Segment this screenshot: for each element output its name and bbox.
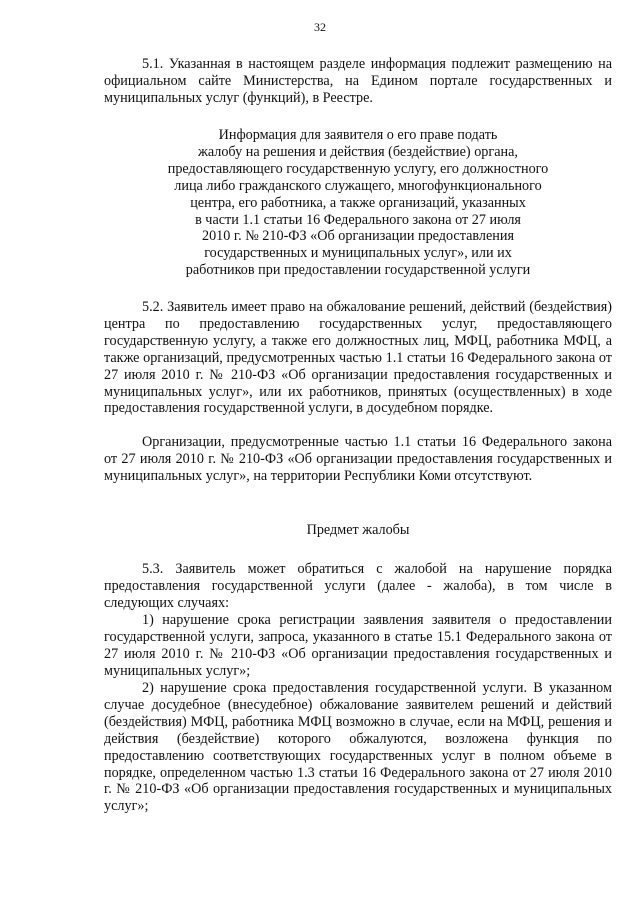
heading-line: в части 1.1 статьи 16 Федерального закона от 27 июля <box>195 211 521 228</box>
heading-line: 2010 г. № 210-ФЗ «Об организации предоставления <box>201 228 515 245</box>
paragraph-5-2: 5.2. Заявитель имеет право на обжалование решений, действий (бездействия) центра по предоставлению государственных услуг, предоставляющего государственную услугу, а также его должностных лиц, МФЦ, работника МФЦ, а также организаций, предусмотренных частью 1.1 статьи 16 Федерального закона от 27 июля 2010 г. № 210-ФЗ «Об организации предоставления государственных и муниципальных услуг», или их работников, принятых (осуществленных) в ходе предоставления государственной услуги, в досудебном порядке. <box>104 299 612 417</box>
page-number: 32 <box>314 20 326 34</box>
paragraph-5-3: 5.3. Заявитель может обратиться с жалобой на нарушение порядка предоставления государственной услуги (далее - жалоба), в том числе в следующих случаях: <box>104 561 612 611</box>
paragraph-5-1: 5.1. Указанная в настоящем разделе информация подлежит размещению на официальном сайте Министерства, на Едином портале государственных и муниципальных услуг (функций), в Реестре. <box>104 56 612 106</box>
heading-line: Информация для заявителя о его праве подать <box>218 127 498 143</box>
heading-line: государственных и муниципальных услуг», или их <box>204 245 512 262</box>
subject-heading: Предмет жалобы <box>306 522 410 538</box>
list-item-2: 2) нарушение срока предоставления государственной услуги. В указанном случае досудебное (внесудебное) обжалование заявителем решений и действий (бездействия) МФЦ, работника МФЦ возможно в случае, если на МФЦ, решения и действия (бездействие) которого обжалуются, возложена функция по предоставлению соответствующих государственных услуг в полном объеме в порядке, определенном частью 1.3 статьи 16 Федерального закона от 27 июля 2010 г. № 210-ФЗ «Об организации предоставления государственных и муниципальных услуг»; <box>104 680 612 815</box>
heading-line: лица либо гражданского служащего, многофункционального <box>174 177 542 194</box>
list-item-1: 1) нарушение срока регистрации заявления заявителя о предоставлении государственной услуги, запроса, указанного в статье 15.1 Федерального закона от 27 июля 2010 г. № 210-ФЗ «Об организации предоставления государственных и муниципальных услуг»; <box>104 612 612 679</box>
paragraph-organizations: Организации, предусмотренные частью 1.1 статьи 16 Федерального закона от 27 июля 2010 г. № 210-ФЗ «Об организации предоставления государственных и муниципальных услуг», на территории Республики Коми отсутствуют. <box>104 434 612 484</box>
heading-line: жалобу на решения и действия (бездействие) органа, <box>198 143 518 160</box>
heading-line: предоставляющего государственную услугу, его должностного <box>167 160 549 177</box>
heading-line: работников при предоставлении государственной услуги <box>185 262 531 279</box>
info-section-heading <box>104 127 612 279</box>
heading-line: центра, его работника, а также организаций, указанных <box>190 194 526 211</box>
